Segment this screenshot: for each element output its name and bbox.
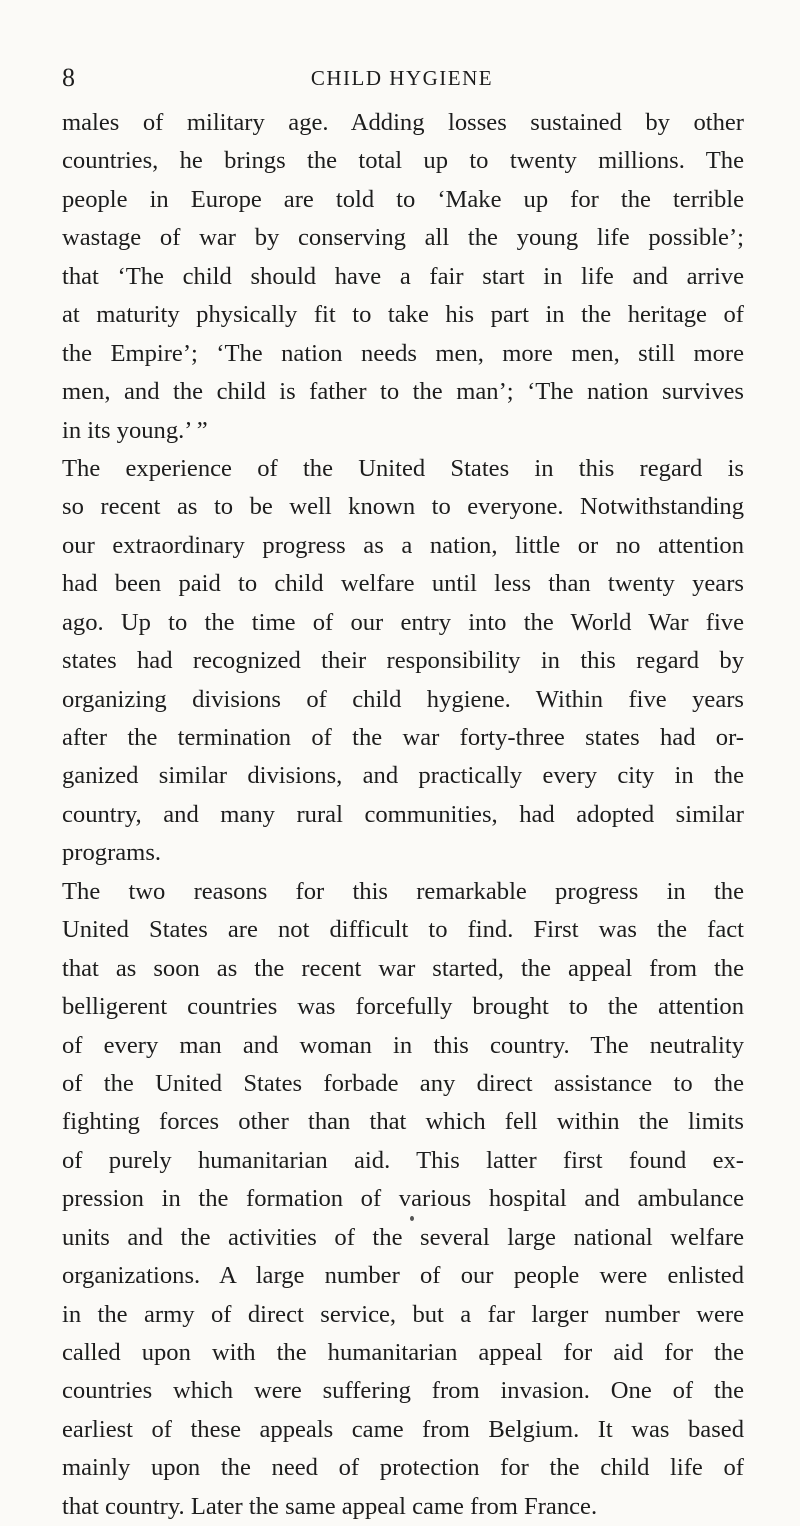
text-line: The two reasons for this remarkable progress in the <box>62 877 744 905</box>
text-line: that country. Later the same appeal came from France. <box>62 1492 598 1520</box>
text-line: organizations. A large number of our people were enlisted <box>62 1262 744 1290</box>
running-title: CHILD HYGIENE <box>310 66 494 90</box>
text-line: programs. <box>62 839 162 867</box>
text-line: ago. Up to the time of our entry into the World War five <box>62 608 744 636</box>
text-line: the Empire’; ‘The nation needs men, more men, still more <box>62 339 744 367</box>
text-line: organizing divisions of child hygiene. Within five years <box>62 685 744 713</box>
text-line: so recent as to be well known to everyone. Notwithstanding <box>62 493 744 521</box>
running-head <box>62 62 742 94</box>
text-line: units and the activities of the several large national welfare <box>62 1223 744 1251</box>
text-line: males of military age. Adding losses sustained by other <box>62 109 744 136</box>
text-line: of the United States forbade any direct assistance to the <box>62 1069 744 1097</box>
text-line: at maturity physically fit to take his part in the heritage of <box>62 301 744 329</box>
text-line: countries, he brings the total up to twenty millions. The <box>62 147 744 175</box>
text-line: belligerent countries was forcefully brought to the attention <box>62 993 744 1021</box>
page-number: 8 <box>62 63 75 92</box>
body-text <box>62 104 744 1526</box>
text-line: of purely humanitarian aid. This latter first found ex- <box>62 1146 744 1174</box>
text-line: mainly upon the need of protection for the child life of <box>62 1454 744 1482</box>
text-line: earliest of these appeals came from Belgium. It was based <box>62 1415 744 1443</box>
text-line: had been paid to child welfare until less than twenty years <box>62 570 744 598</box>
text-line: fighting forces other than that which fell within the limits <box>62 1108 744 1136</box>
text-line: ganized similar divisions, and practically every city in the <box>62 762 744 790</box>
text-line: countries which were suffering from invasion. One of the <box>62 1377 744 1405</box>
text-line: in its young.’ ” <box>62 416 208 444</box>
text-line: after the termination of the war forty-three states had or- <box>62 724 744 751</box>
text-line: that as soon as the recent war started, the appeal from the <box>62 954 744 982</box>
text-line: people in Europe are told to ‘Make up for the terrible <box>62 185 744 213</box>
text-line: pression in the formation of various hospital and ambulance <box>62 1185 744 1213</box>
text-line: that ‘The child should have a fair start in life and arrive <box>62 262 744 290</box>
ink-speck <box>410 1216 414 1221</box>
text-line: country, and many rural communities, had adopted similar <box>62 800 744 828</box>
text-line: our extraordinary progress as a nation, little or no attention <box>62 531 744 559</box>
text-line: called upon with the humanitarian appeal for aid for the <box>62 1339 744 1366</box>
text-line: United States are not difficult to find. First was the fact <box>62 916 744 944</box>
text-line: in the army of direct service, but a far larger number were <box>62 1300 744 1328</box>
text-line: The experience of the United States in this regard is <box>62 454 744 482</box>
text-line: states had recognized their responsibility in this regard by <box>62 647 744 675</box>
text-line: men, and the child is father to the man’; ‘The nation survives <box>62 378 744 406</box>
text-line: wastage of war by conserving all the young life possible’; <box>62 224 744 252</box>
text-line: of every man and woman in this country. The neutrality <box>62 1031 744 1059</box>
